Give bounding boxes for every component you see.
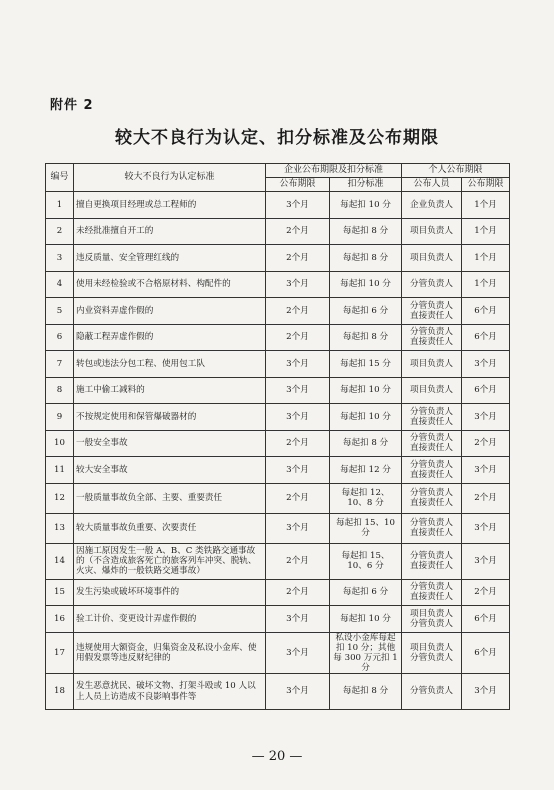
row-enterprise-deduct: 每起扣 8 分 xyxy=(330,218,402,245)
row-enterprise-deduct: 每起扣 6 分 xyxy=(330,298,402,325)
row-number: 13 xyxy=(46,513,74,543)
row-enterprise-period: 2个月 xyxy=(266,579,330,606)
row-person-staff: 项目负责人 xyxy=(402,377,462,404)
row-enterprise-deduct: 每起扣 15、10、6 分 xyxy=(330,543,402,579)
row-number: 14 xyxy=(46,543,74,579)
row-description: 违规使用大额资金，归集资金及私设小金库、使用假发票等违反财纪律的 xyxy=(74,632,266,674)
row-number: 5 xyxy=(46,298,74,325)
row-person-staff: 分管负责人 xyxy=(402,674,462,710)
row-person-staff: 项目负责人 xyxy=(402,245,462,272)
table-row xyxy=(46,298,510,325)
row-description: 验工计价、变更设计弄虚作假的 xyxy=(74,606,266,633)
row-description: 违反质量、安全管理红线的 xyxy=(74,245,266,272)
row-description: 较大安全事故 xyxy=(74,457,266,484)
row-description: 一般质量事故负全部、主要、重要责任 xyxy=(74,483,266,513)
row-enterprise-deduct: 每起扣 8 分 xyxy=(330,674,402,710)
row-enterprise-period: 3个月 xyxy=(266,674,330,710)
table-row xyxy=(46,271,510,298)
header-enterprise-period: 公布期限 xyxy=(266,178,330,192)
row-person-period: 2个月 xyxy=(462,483,510,513)
row-enterprise-deduct: 每起扣 10 分 xyxy=(330,192,402,219)
row-number: 17 xyxy=(46,632,74,674)
header-enterprise-group: 企业公布期限及扣分标准 xyxy=(266,164,402,178)
table-row xyxy=(46,351,510,378)
row-description: 擅自更换项目经理或总工程师的 xyxy=(74,192,266,219)
row-person-period: 3个月 xyxy=(462,404,510,431)
row-enterprise-period: 3个月 xyxy=(266,513,330,543)
table-header xyxy=(46,164,510,192)
row-number: 10 xyxy=(46,430,74,457)
page-number: — 20 — xyxy=(251,749,303,764)
row-person-staff: 分管负责人 直接责任人 xyxy=(402,298,462,325)
row-enterprise-period: 3个月 xyxy=(266,606,330,633)
row-number: 11 xyxy=(46,457,74,484)
row-person-period: 3个月 xyxy=(462,543,510,579)
table-row xyxy=(46,377,510,404)
row-enterprise-period: 2个月 xyxy=(266,324,330,351)
row-enterprise-period: 2个月 xyxy=(266,430,330,457)
table-body xyxy=(46,192,510,710)
row-person-period: 2个月 xyxy=(462,430,510,457)
row-person-staff: 分管负责人 直接责任人 xyxy=(402,513,462,543)
row-enterprise-period: 2个月 xyxy=(266,218,330,245)
row-person-staff: 项目负责人 分管负责人 xyxy=(402,606,462,633)
row-description: 转包或违法分包工程、使用包工队 xyxy=(74,351,266,378)
row-person-staff: 分管负责人 xyxy=(402,271,462,298)
row-number: 1 xyxy=(46,192,74,219)
row-person-staff: 分管负责人 直接责任人 xyxy=(402,483,462,513)
row-enterprise-period: 2个月 xyxy=(266,298,330,325)
row-person-staff: 分管负责人 直接责任人 xyxy=(402,579,462,606)
header-person-staff: 公布人员 xyxy=(402,178,462,192)
row-person-staff: 项目负责人 xyxy=(402,218,462,245)
row-person-period: 6个月 xyxy=(462,324,510,351)
row-person-period: 3个月 xyxy=(462,351,510,378)
table-row xyxy=(46,457,510,484)
row-enterprise-period: 2个月 xyxy=(266,543,330,579)
row-person-period: 1个月 xyxy=(462,245,510,272)
row-person-period: 6个月 xyxy=(462,298,510,325)
row-description: 未经批准擅自开工的 xyxy=(74,218,266,245)
row-description: 不按规定使用和保管爆破器材的 xyxy=(74,404,266,431)
row-description: 隐蔽工程弄虚作假的 xyxy=(74,324,266,351)
row-person-period: 1个月 xyxy=(462,192,510,219)
row-person-period: 6个月 xyxy=(462,632,510,674)
row-enterprise-deduct: 每起扣 10 分 xyxy=(330,271,402,298)
row-enterprise-deduct: 每起扣 6 分 xyxy=(330,579,402,606)
row-enterprise-deduct: 每起扣 12 分 xyxy=(330,457,402,484)
row-number: 2 xyxy=(46,218,74,245)
row-person-staff: 分管负责人 直接责任人 xyxy=(402,457,462,484)
row-enterprise-deduct: 每起扣 15、10 分 xyxy=(330,513,402,543)
row-enterprise-deduct: 每起扣 10 分 xyxy=(330,606,402,633)
row-number: 6 xyxy=(46,324,74,351)
table-row xyxy=(46,632,510,674)
row-person-period: 6个月 xyxy=(462,606,510,633)
attachment-label: 附件 2 xyxy=(50,98,94,113)
row-person-staff: 企业负责人 xyxy=(402,192,462,219)
row-enterprise-deduct: 每起扣 8 分 xyxy=(330,430,402,457)
row-description: 发生恶意扰民、破坏文物、打架斗殴或 10 人以上人员上访造成不良影响事件等 xyxy=(74,674,266,710)
row-person-period: 3个月 xyxy=(462,513,510,543)
row-number: 3 xyxy=(46,245,74,272)
table-row xyxy=(46,218,510,245)
row-number: 8 xyxy=(46,377,74,404)
row-number: 4 xyxy=(46,271,74,298)
table-row xyxy=(46,606,510,633)
row-person-period: 6个月 xyxy=(462,377,510,404)
row-description: 因施工原因发生一般 A、B、C 类铁路交通事故的（不含造成旅客死亡的旅客列车冲突、脱轨、火灾、爆炸的一般铁路交通事故） xyxy=(74,543,266,579)
row-number: 15 xyxy=(46,579,74,606)
row-number: 16 xyxy=(46,606,74,633)
row-enterprise-period: 2个月 xyxy=(266,245,330,272)
row-person-staff: 项目负责人 分管负责人 xyxy=(402,632,462,674)
row-description: 使用未经检验或不合格原材料、构配件的 xyxy=(74,271,266,298)
header-enterprise-deduct: 扣分标准 xyxy=(330,178,402,192)
row-person-staff: 分管负责人 直接责任人 xyxy=(402,324,462,351)
table-row xyxy=(46,324,510,351)
row-person-staff: 分管负责人 直接责任人 xyxy=(402,430,462,457)
standards-table xyxy=(45,163,510,710)
table-row xyxy=(46,430,510,457)
row-enterprise-deduct: 每起扣 12、10、8 分 xyxy=(330,483,402,513)
row-number: 18 xyxy=(46,674,74,710)
row-description: 施工中偷工减料的 xyxy=(74,377,266,404)
row-enterprise-deduct: 每起扣 15 分 xyxy=(330,351,402,378)
row-person-period: 3个月 xyxy=(462,457,510,484)
row-person-period: 3个月 xyxy=(462,674,510,710)
row-description: 较大质量事故负重要、次要责任 xyxy=(74,513,266,543)
row-enterprise-deduct: 每起扣 8 分 xyxy=(330,245,402,272)
table-row xyxy=(46,674,510,710)
table-row xyxy=(46,483,510,513)
row-person-staff: 分管负责人 直接责任人 xyxy=(402,404,462,431)
table-row xyxy=(46,543,510,579)
row-number: 12 xyxy=(46,483,74,513)
table-row xyxy=(46,404,510,431)
row-description: 一般安全事故 xyxy=(74,430,266,457)
document-title: 较大不良行为认定、扣分标准及公布期限 xyxy=(115,128,439,148)
row-number: 7 xyxy=(46,351,74,378)
table-row xyxy=(46,192,510,219)
table-row xyxy=(46,245,510,272)
row-enterprise-period: 2个月 xyxy=(266,483,330,513)
header-person-period: 公布期限 xyxy=(462,178,510,192)
row-person-staff: 分管负责人 直接责任人 xyxy=(402,543,462,579)
row-person-period: 1个月 xyxy=(462,271,510,298)
row-enterprise-deduct: 每起扣 10 分 xyxy=(330,404,402,431)
row-enterprise-period: 3个月 xyxy=(266,351,330,378)
row-enterprise-period: 3个月 xyxy=(266,377,330,404)
row-person-period: 1个月 xyxy=(462,218,510,245)
row-number: 9 xyxy=(46,404,74,431)
header-desc: 较大不良行为认定标准 xyxy=(74,164,266,192)
row-description: 发生污染或破坏环境事件的 xyxy=(74,579,266,606)
row-enterprise-period: 3个月 xyxy=(266,271,330,298)
header-person-group: 个人公布期限 xyxy=(402,164,510,178)
row-person-period: 2个月 xyxy=(462,579,510,606)
row-enterprise-period: 3个月 xyxy=(266,632,330,674)
table-row xyxy=(46,513,510,543)
row-person-staff: 项目负责人 xyxy=(402,351,462,378)
header-no: 编号 xyxy=(46,164,74,192)
table-row xyxy=(46,579,510,606)
row-enterprise-deduct: 私设小金库每起扣 10 分；其他每 300 万元扣 1 分 xyxy=(330,632,402,674)
row-enterprise-deduct: 每起扣 8 分 xyxy=(330,324,402,351)
row-enterprise-deduct: 每起扣 10 分 xyxy=(330,377,402,404)
row-enterprise-period: 3个月 xyxy=(266,457,330,484)
row-enterprise-period: 3个月 xyxy=(266,404,330,431)
row-enterprise-period: 3个月 xyxy=(266,192,330,219)
row-description: 内业资料弄虚作假的 xyxy=(74,298,266,325)
